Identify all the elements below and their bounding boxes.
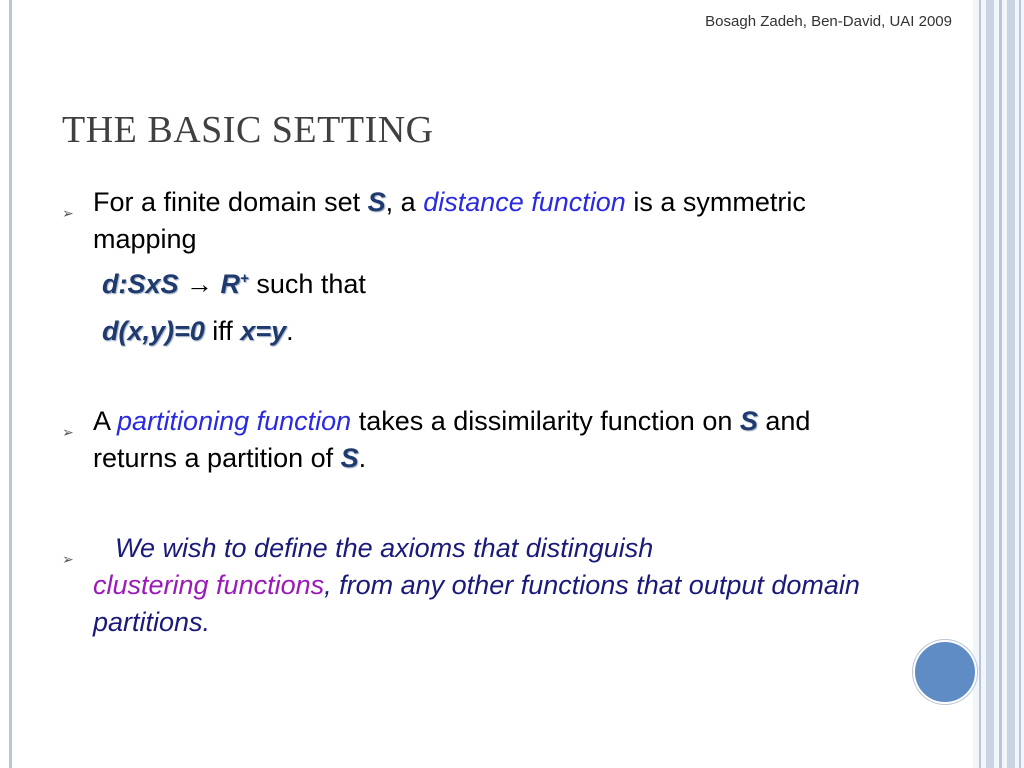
bullet-arrow-icon: ➢ (62, 551, 74, 567)
left-border-line (9, 0, 12, 768)
right-decorative-bars (973, 0, 1024, 768)
term-clustering-functions: clustering functions (93, 570, 325, 600)
bullet-partitioning-function: ➢ A partitioning function takes a dissimilarity function on S and returns a partition of S. (62, 406, 811, 473)
identity-condition-line: d(x,y)=0 iff x=y. (102, 316, 294, 346)
term-partitioning-function: partitioning function (117, 406, 352, 436)
bullet-distance-function: ➢ For a finite domain set S, a distance function is a symmetric mapping (62, 187, 806, 254)
bullet-arrow-icon: ➢ (62, 424, 74, 440)
bullet-axioms-goal-continued: clustering functions, from any other functions that output domain partitions. (93, 570, 860, 637)
slide-title: THE BASIC SETTING (62, 109, 434, 151)
bullet-axioms-goal: ➢ We wish to define the axioms that distinguish (62, 530, 905, 567)
term-distance-function: distance function (423, 187, 626, 217)
header-citation: Bosagh Zadeh, Ben-David, UAI 2009 (705, 13, 952, 30)
mapping-definition-line: d:SxS → R+ such that (102, 269, 366, 299)
bullet-arrow-icon: ➢ (62, 205, 74, 221)
decorative-circle (913, 640, 977, 704)
